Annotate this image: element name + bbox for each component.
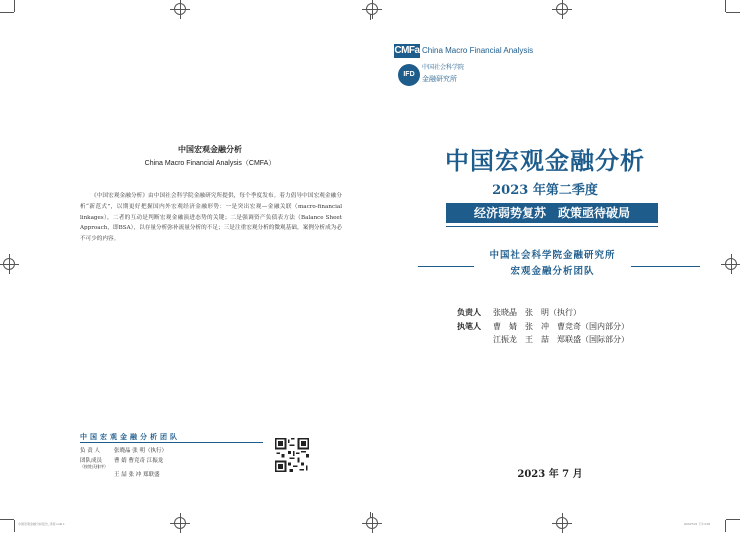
- crop-mark: [0, 519, 14, 520]
- team-section: [80, 432, 180, 442]
- cover-date: 2023 年 7 月: [517, 469, 583, 480]
- team-row-label: 团队成员: [80, 458, 103, 465]
- ifd-org-small: 中国社会科学院: [422, 64, 465, 71]
- credit-label: 执笔人: [457, 320, 481, 331]
- crop-mark: [726, 12, 740, 13]
- about-body: 《中国宏观金融分析》由中国社会科学院金融研究所提供，每个季度发布。着力倡导中国宏观金融分析“新范式”，以期更好把握国内外宏观经济金融形势：一是突出宏观—金融关联（macro-financial linkages），二者的互动是判断宏观金融演进态势的关键；二是强调资产负债表方法（Balance Sheet Approach，即BSA），以存量分析弥补流量分析的不足；三是注重宏观分析的微观基础，案例分析成为必不可少的内容。: [80, 193, 342, 243]
- footer-file: 中国宏观金融分析报告_季度.indd 1: [18, 522, 65, 526]
- crop-mark: [726, 519, 740, 520]
- credit-row: [457, 333, 629, 347]
- credit-row: [457, 320, 629, 334]
- registration-mark-icon: [3, 258, 15, 270]
- crop-mark: [14, 0, 15, 12]
- cover-credits: [457, 306, 629, 347]
- org-divider: [631, 266, 700, 267]
- cmfa-name: China Macro Financial Analysis: [422, 46, 534, 55]
- team-title: 中国宏观金融分析团队: [80, 432, 180, 441]
- crop-mark: [725, 0, 726, 12]
- credit-names: 张晓晶 张 明（执行）: [493, 308, 581, 317]
- crop-mark: [0, 12, 14, 13]
- team-row: [80, 446, 167, 456]
- team-list: [80, 446, 167, 481]
- registration-mark-icon: [725, 258, 737, 270]
- team-row: [80, 456, 167, 470]
- cover-org-line1: 中国社会科学院金融研究所: [489, 250, 616, 261]
- registration-mark-icon: [556, 517, 568, 529]
- registration-mark-icon: [174, 517, 186, 529]
- spine-guide: [370, 14, 371, 20]
- ifd-org-name: 金融研究所: [422, 75, 457, 83]
- credit-label: 负责人: [457, 307, 481, 317]
- about-title-en: China Macro Financial Analysis（CMFA）: [144, 160, 276, 167]
- registration-mark-icon: [366, 3, 378, 15]
- crop-mark: [725, 520, 726, 532]
- team-row-names: 曹 婧 曹竞奇 江振龙: [114, 458, 164, 465]
- credit-row: [457, 306, 629, 320]
- credit-names: 江振龙 王 喆 郑联盛（国际部分）: [493, 335, 629, 344]
- ifd-logo-icon: IFD: [398, 64, 420, 86]
- team-row-names: 张晓晶 张 明（执行）: [114, 448, 167, 454]
- spine-guide: [370, 512, 371, 518]
- cover-org-line2: 宏观金融分析团队: [510, 266, 595, 277]
- team-row-names: 王 喆 张 冲 郑联盛: [114, 472, 160, 479]
- crop-mark: [14, 520, 15, 532]
- registration-mark-icon: [366, 517, 378, 529]
- registration-mark-icon: [174, 3, 186, 15]
- team-row: [80, 470, 167, 480]
- cover-quarter: 2023 年第二季度: [492, 183, 598, 198]
- theme-underline: [446, 226, 658, 227]
- qr-code-icon: [275, 438, 309, 472]
- registration-mark-icon: [556, 3, 568, 15]
- cover-title: 中国宏观金融分析: [445, 146, 645, 175]
- credit-names: 曹 婧 张 冲 曹竞奇（国内部分）: [493, 321, 629, 331]
- org-divider: [418, 266, 474, 267]
- footer-timestamp: 2023/7/31 下午3:28: [684, 522, 711, 526]
- cmfa-logo-icon: CMFa: [394, 45, 420, 56]
- team-divider: [80, 442, 263, 443]
- cover-theme: 经济弱势复苏 政策亟待破局: [446, 203, 658, 223]
- team-row-sublabel: （按姓氏排序）: [80, 464, 108, 470]
- team-row-label: 负 责 人: [80, 448, 100, 454]
- about-title: 中国宏观金融分析: [178, 144, 242, 154]
